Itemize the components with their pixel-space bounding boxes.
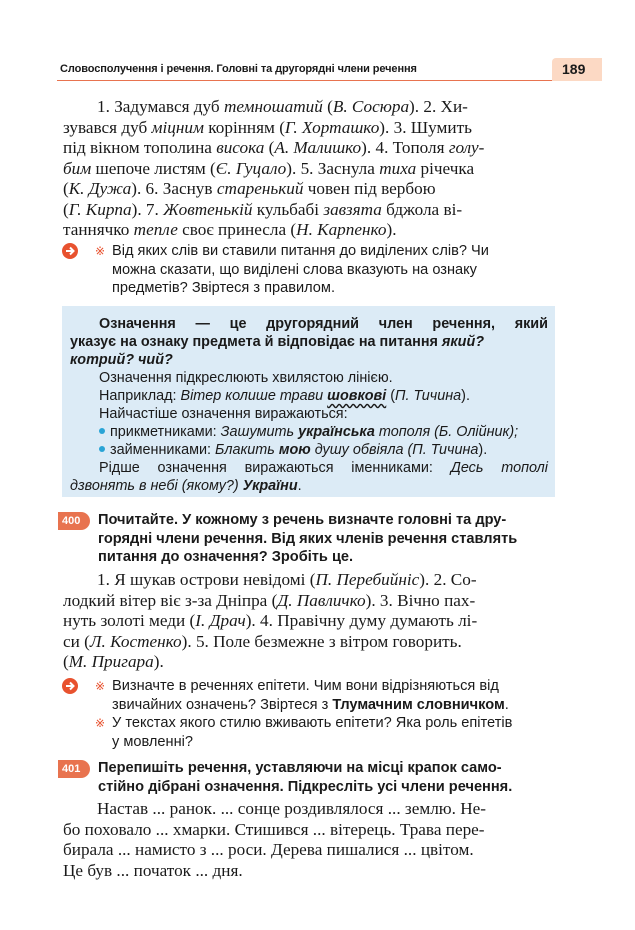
page-tab <box>552 58 602 81</box>
text-line: лодкий вітер віє з-за Дніпра (Д. Павличко). 3. Вічно пах- <box>63 590 476 610</box>
page-number: 189 <box>562 61 586 77</box>
rule-text: Найчастіше означення виражаються: <box>99 406 348 422</box>
rule-heading: Означення — це другорядний член речення, який <box>99 316 548 332</box>
text-line: (Г. Кирпа). 7. Жовтенькій кульбабі завзята бджола ві- <box>63 199 463 219</box>
text-line: (К. Дужа). 6. Заснув старенький човен під вербою <box>63 179 436 198</box>
text-line: си (Л. Костенко). 5. Поле безмежне з вітром говорить. <box>63 631 462 651</box>
text-line: таннячко тепле своє принесла (Н. Карпенко). <box>63 220 397 239</box>
bullet-icon <box>99 428 105 434</box>
star-icon: ※ <box>95 679 106 693</box>
exercise-task: Перепишіть речення, уставляючи на місці крапок само- стійно дібрані означення. Підкресліть усі члени речення. <box>98 760 513 795</box>
arrow-right-circle-icon <box>62 243 78 259</box>
text-line: зувався дуб міцним корінням (Г. Хорташко). 3. Шумить <box>63 117 472 137</box>
rule-text: Рідше означення виражаються іменниками: Десь тополі <box>99 460 548 476</box>
text-line: бим шепоче листям (Є. Гуцало). 5. Заснула тиха річечка <box>63 158 475 178</box>
rule-bullet: прикметниками: Зашумить українська тополя (Б. Олійник); <box>99 423 577 441</box>
exercise-number-badge: 401 <box>58 760 90 778</box>
text-line: Настав ... ранок. ... сонце роздивлялося ... землю. Не- <box>97 799 486 818</box>
text-line: бирала ... намисто з ... роси. Дерева пишалися ... цвітом. <box>63 840 474 859</box>
text-line: 1. Задумався дуб темношатий (В. Сосюра). 2. Хи- <box>97 97 468 116</box>
running-title: Словосполучення і речення. Головні та другорядні члени речення <box>60 63 417 75</box>
text-line: бо поховало ... хмарки. Стишився ... вітерець. Трава пере- <box>63 819 485 839</box>
text-line: під вікном тополина висока (А. Малишко). 4. Тополя голу- <box>63 138 485 157</box>
page-header <box>57 58 594 82</box>
text-line: (М. Пригара). <box>63 652 164 671</box>
question-block: ※ Від яких слів ви ставили питання до виділених слів? Чи можна сказати, що виділені слова вказують на ознаку предметів? Звіртеся з правилом. <box>95 243 489 296</box>
star-icon: ※ <box>95 244 106 258</box>
rule-text: Означення підкреслюють хвилястою лінією. <box>99 370 393 386</box>
text-line: Це був ... початок ... дня. <box>63 860 243 880</box>
exercise-text <box>63 570 555 673</box>
question-block: ※ Визначте в реченнях епітети. Чим вони відрізняються від звичайних означень? Звіртеся з Тлумачним словничком. ※ У текстах якого стилю вживають епітети? Яка роль епітетів у мовленні? <box>95 678 513 750</box>
bullet-icon <box>99 446 105 452</box>
rule-heading: указує на ознаку предмета й відповідає на питання який? <box>70 334 485 350</box>
rule-text: дзвонять в небі (якому?) України. <box>70 478 302 494</box>
star-icon: ※ <box>95 716 106 730</box>
exercise-task: Почитайте. У кожному з речень визначте головні та дру- горядні члени речення. Від яких членів речення ставлять питання до означення? Зробіть це. <box>98 512 518 565</box>
exercise-text <box>63 799 555 881</box>
rule-example: Наприклад: Вітер колише трави шовкові (П. Тичина). <box>99 388 470 404</box>
intro-text <box>63 97 555 241</box>
text-line: нуть золоті меди (І. Драч). 4. Правічну думу думають лі- <box>63 611 478 630</box>
exercise-number-badge: 400 <box>58 512 90 530</box>
rule-box <box>62 306 555 497</box>
arrow-right-circle-icon <box>62 678 78 694</box>
text-line: 1. Я шукав острови невідомі (П. Перебийніс). 2. Со- <box>97 570 477 589</box>
rule-heading: котрий? чий? <box>70 352 173 368</box>
rule-bullet: займенниками: Блакить мою душу обвіяла (П. Тичина). <box>99 441 577 459</box>
header-divider <box>57 80 557 81</box>
